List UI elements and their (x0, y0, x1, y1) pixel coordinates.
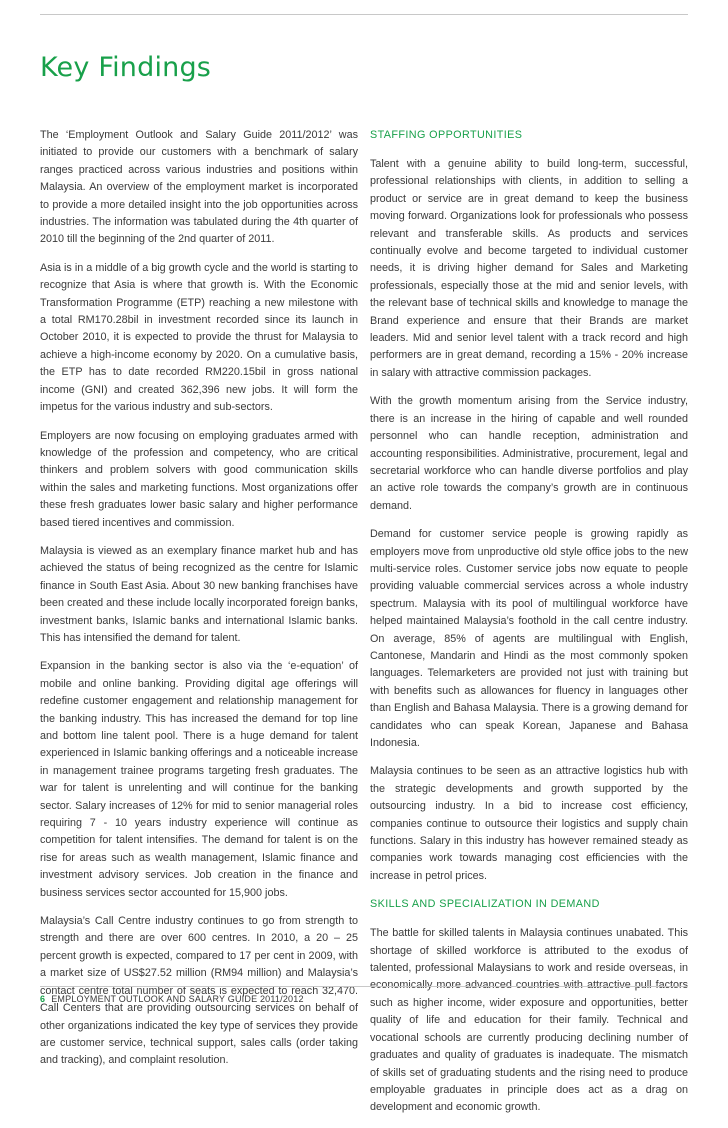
customer-service-paragraph: Demand for customer service people is growing rapidly as employers move from unproductive old style office jobs to the new multi-service roles. Customer service jobs now equate to people providing valuable commercial services across a whole industry spectrum. Malaysia with its pool of multilingual workforce have helped maintained Malaysia’s foothold in the call centre industry. On average, 85% of agents are multilingual with English, Cantonese, Mandarin and Hindi as the most commonly spoken languages. Telemarketers are provided not just with training but with benefits such as allowances for fluency in languages other than English and Bahasa Malaysia. There is a growing demand for candidates who can speak Korean, Japanese and Bahasa Indonesia. (370, 528, 688, 749)
graduates-paragraph: Employers are now focusing on employing graduates armed with knowledge of the profession and competency, who are critical thinkers and problem solvers with good communication skills within the sales and marketing functions. Most organizations offer these fresh graduates lower basic salary and higher performance based tiered incentives and commission. (40, 429, 358, 529)
left-column (40, 127, 358, 1081)
logistics-paragraph: Malaysia continues to be seen as an attractive logistics hub with the strategic developments and growth supported by the outsourcing industry. In a bid to increase cost efficiency, companies continue to outsource their logistics and supply chain functions. Salary in this industry has however remained steady as companies work towards managing cost efficiencies with the increase in petrol prices. (370, 765, 688, 882)
call-centre-paragraph: Malaysia’s Call Centre industry continues to go from strength to strength and there are over 600 centres. In 2010, a 20 – 25 percent growth is expected, compared to 17 per cent in 2009, with a market size of US$27.52 million (RM94 million) and Malaysia’s contact centre total number of seats is expected to reach 32,470. Call Centers that are providing outsourcing services on behalf of other organizations indicated the key type of services they provide are customer service, technical support, sales calls (order taking and tracking), and complaint resolution. (40, 915, 358, 1067)
finance-hub-paragraph: Malaysia is viewed as an exemplary finance market hub and has achieved the status of being recognized as the centre for Islamic finance in South East Asia. About 30 new banking franchises have been created and these include locally incorporated foreign banks, investment banks, Islamic banks and international Islamic banks. This has intensified the demand for talent. (40, 544, 358, 644)
page-number: 6 (40, 994, 46, 1004)
asia-growth-paragraph: Asia is in a middle of a big growth cycle and the world is starting to recognize that Asia is where that growth is. With the Economic Transformation Programme (ETP) reaching a new milestone with a total RM170.28bil in investment recorded since its launch in October 2010, it is expected to provide the thrust for Malaysia to achieve a high-income economy by 2020. On a cumulative basis, the ETP has to date recorded RM220.15bil in gross national income (GNI) and created 362,396 new jobs. It will form the impetus for the various industry and sub-sectors. (40, 261, 358, 414)
publication-title: EMPLOYMENT OUTLOOK AND SALARY GUIDE 2011/2012 (51, 994, 304, 1004)
page-footer (40, 993, 304, 1005)
intro-paragraph: The ‘Employment Outlook and Salary Guide 2011/2012’ was initiated to provide our customers with a benchmark of salary ranges practiced across various industries and positions within Malaysia. An overview of the employment market is incorporated to provide a more detailed insight into the job opportunities across industries. The information was tabulated during the 4th quarter of 2010 till the beginning of the 2nd quarter of 2011. (40, 129, 358, 246)
service-industry-paragraph: With the growth momentum arising from the Service industry, there is an increase in the hiring of capable and well rounded personnel who can handle reception, administration and accounting responsibilities. Administrative, procurement, legal and secretarial workforce who can handle diverse portfolios and play an active role towards the company’s growth are in continuous demand. (370, 395, 688, 512)
skills-shortage-paragraph: The battle for skilled talents in Malaysia continues unabated. This shortage of skilled workforce is attributed to the exodus of talented, professional Malaysians to work and reside overseas, in economically more advanced countries with attractive pull factors such as higher income, wider exposure and opportunities, better quality of life and education for their family. Technical and vocational schools are currently producing declining number of graduates and quality of graduates is inadequate. The mismatch of skills set of graduating students and the rising need to produce employable graduates in principle does act as a drag on development and economic growth. (370, 927, 688, 1114)
staffing-heading: STAFFING OPPORTUNITIES (370, 129, 523, 141)
skills-heading: SKILLS AND SPECIALIZATION IN DEMAND (370, 898, 600, 911)
page-title: Key Findings (40, 52, 212, 83)
top-divider (40, 14, 688, 15)
banking-expansion-paragraph: Expansion in the banking sector is also via the ‘e-equation’ of mobile and online banking. Providing digital age offerings will redefine customer engagement and relationship management for the banking industry. This has increased the demand for top line and bottom line talent pool. There is a huge demand for talent experienced in Islamic banking offerings and a noticeable increase in management trainee programs targeting fresh graduates. The war for talent is unrelenting and will continue for the banking sector. Salary increases of 12% for mid to senior managerial roles requiring 7 - 10 years industry experience will continue as competition for talent intensifies. The demand for talent is on the rise for areas such as wealth management, Islamic finance and investment advisory services. Job creation in the finance and business services sector accounted for 15,900 jobs. (40, 660, 358, 899)
bottom-divider (40, 986, 688, 987)
right-column (370, 127, 688, 1128)
sales-marketing-paragraph: Talent with a genuine ability to build long-term, successful, professional relationships with clients, in addition to selling a product or service are in great demand to keep the business moving forward. Organizations look for professionals who possess relevant and transferable skills. As products and services continually evolve and become targeted to individual customer needs, it is driving higher demand for Sales and Marketing professionals, especially those at the mid and senior levels, with the relevant base of technical skills and knowledge to manage the Brand experience and ensure that their Brands are market leaders. Mid and senior level talent with a track record and high performers are in great demand, recording a 15% - 20% increase in salary with attractive commission packages. (370, 158, 688, 379)
